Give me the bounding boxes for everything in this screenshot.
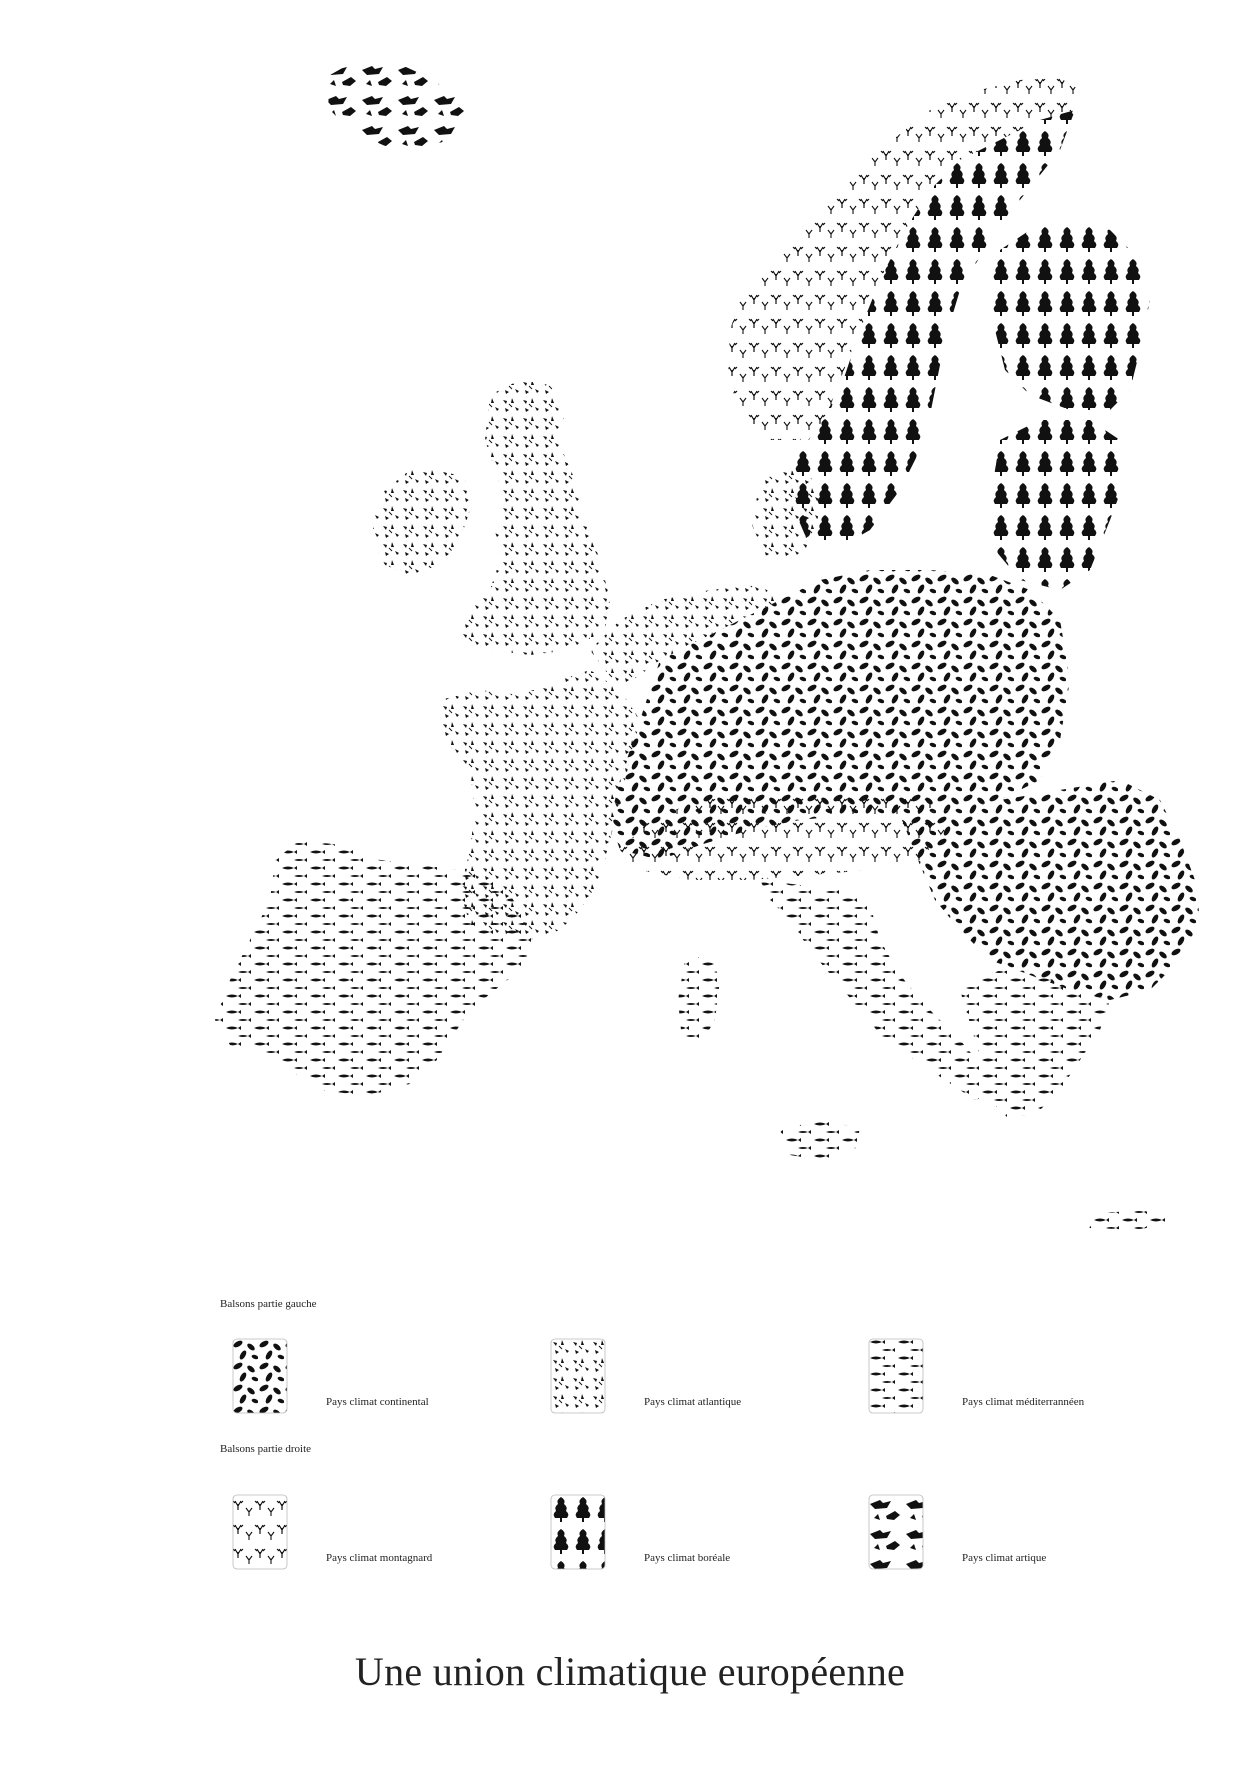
legend-item-mediterranean: [868, 1338, 1168, 1418]
region-great-britain: [460, 380, 610, 655]
legend-label-arctic: Pays climat artique: [962, 1552, 1047, 1564]
legend-left-heading: Balsons partie gauche: [220, 1298, 317, 1310]
legend-label-continental: Pays climat continental: [326, 1396, 429, 1408]
region-sicily: [780, 1120, 860, 1160]
region-crete: [1080, 1210, 1175, 1230]
legend-item-continental: [232, 1338, 532, 1418]
legend-label-mediterranean: Pays climat méditerrannéen: [962, 1396, 1085, 1408]
legend-item-boreal: [550, 1494, 850, 1574]
region-ireland: [372, 468, 470, 575]
legend-right-heading: Balsons partie droite: [220, 1443, 312, 1455]
swatch-continental-icon: [232, 1338, 288, 1414]
legend-label-mountain: Pays climat montagnard: [326, 1552, 433, 1564]
legend-item-arctic: [868, 1494, 1168, 1574]
legend-label-atlantic: Pays climat atlantique: [644, 1396, 742, 1408]
swatch-atlantic-icon: [550, 1338, 606, 1414]
swatch-mediterranean-icon: [868, 1338, 924, 1414]
legend-label-boreal: Pays climat boréale: [644, 1552, 731, 1564]
region-denmark: [752, 470, 820, 560]
legend-item-mountain: [232, 1494, 532, 1574]
swatch-mountain-icon: [232, 1494, 288, 1570]
region-iberia: [215, 840, 535, 1095]
region-sardinia: [678, 955, 720, 1045]
region-iceland: [328, 58, 468, 148]
page-title: Une union climatique européenne: [354, 1649, 906, 1694]
region-balkans: [900, 780, 1200, 1000]
legend-item-atlantic: [550, 1338, 850, 1418]
swatch-arctic-icon: [868, 1494, 924, 1570]
region-finland: [990, 220, 1150, 410]
region-baltics: [990, 420, 1125, 590]
swatch-boreal-icon: [550, 1494, 606, 1570]
